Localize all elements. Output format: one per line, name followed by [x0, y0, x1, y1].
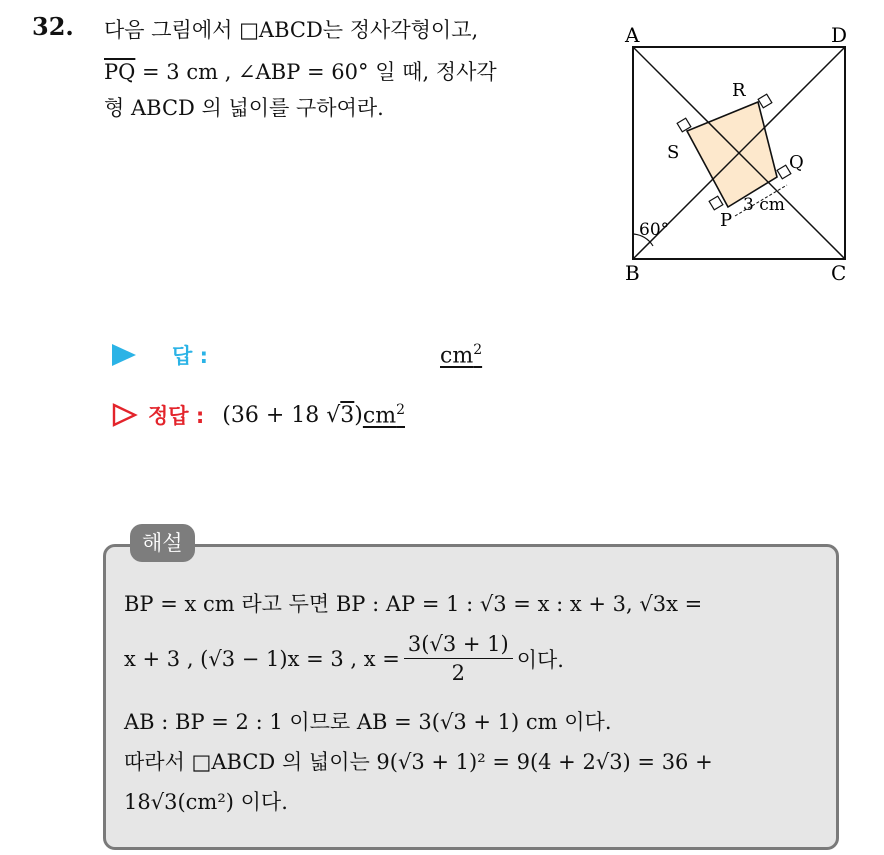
solution-line-2-post: 이다. — [516, 647, 564, 672]
label-d: D — [831, 23, 848, 47]
segment-pq: $\overline{PQ}$ — [104, 60, 136, 84]
correct-unit-exp: 2 — [396, 401, 405, 418]
length-label: 3 cm — [743, 195, 785, 215]
correct-value-rad: 3 — [340, 402, 355, 428]
correct-value — [222, 403, 363, 428]
label-q: Q — [789, 152, 804, 173]
solution-line-4: 따라서 □ABCD 의 넓이는 9(√3 + 1)² = 9(4 + 2√3) = 36 + — [124, 750, 713, 774]
play-triangle-icon — [112, 344, 136, 366]
solution-line-5: 18√3(cm²) 이다. — [124, 790, 288, 814]
fraction-denominator: 2 — [451, 661, 465, 685]
label-b: B — [625, 261, 640, 285]
solution-line-3: AB : BP = 2 : 1 이므로 AB = 3(√3 + 1) cm 이다. — [124, 710, 612, 734]
label-s: S — [667, 142, 680, 163]
label-c: C — [831, 261, 847, 285]
fraction-numerator: 3(√3 + 1) — [404, 632, 513, 659]
geometry-figure — [615, 20, 860, 290]
answer-unit-base: cm — [440, 343, 474, 369]
question-number: 32. — [32, 12, 74, 41]
solution-line-1: BP = x cm 라고 두면 BP : AP = 1 : √3 = x : x + 3, √3x = — [124, 592, 703, 616]
label-a: A — [625, 23, 640, 47]
outline-triangle-icon — [112, 403, 138, 427]
question-line-1: 다음 그림에서 □ABCD는 정사각형이고, — [104, 18, 479, 42]
question-line-2 — [104, 56, 497, 86]
solution-tag: 해설 — [130, 524, 195, 562]
correct-value-pre: (36 + 18 √ — [222, 402, 341, 428]
correct-unit-base: cm — [362, 403, 397, 429]
right-angle-mark-p — [709, 196, 723, 210]
correct-value-post: ) — [354, 402, 363, 428]
solution-fraction — [404, 632, 513, 685]
label-r: R — [732, 80, 746, 101]
right-angle-mark-r — [758, 94, 772, 108]
correct-unit — [363, 402, 405, 428]
answer-unit[interactable] — [440, 342, 482, 368]
solution-line-2 — [124, 632, 564, 685]
answer-unit-exp: 2 — [473, 341, 483, 358]
answer-row — [112, 340, 482, 370]
question-line-3: 형 ABCD 의 넓이를 구하여라. — [104, 96, 384, 120]
correct-answer-row — [112, 400, 405, 430]
answer-label: 답 : — [172, 344, 208, 368]
angle-label: 60° — [639, 220, 670, 240]
solution-line-2-pre: x + 3 , (√3 − 1)x = 3 , x = — [124, 646, 400, 671]
correct-label: 정답 : — [148, 404, 205, 428]
question-line-2-rest: = 3 cm , ∠ABP = 60° 일 때, 정사각 — [135, 60, 497, 84]
label-p: P — [720, 210, 733, 231]
